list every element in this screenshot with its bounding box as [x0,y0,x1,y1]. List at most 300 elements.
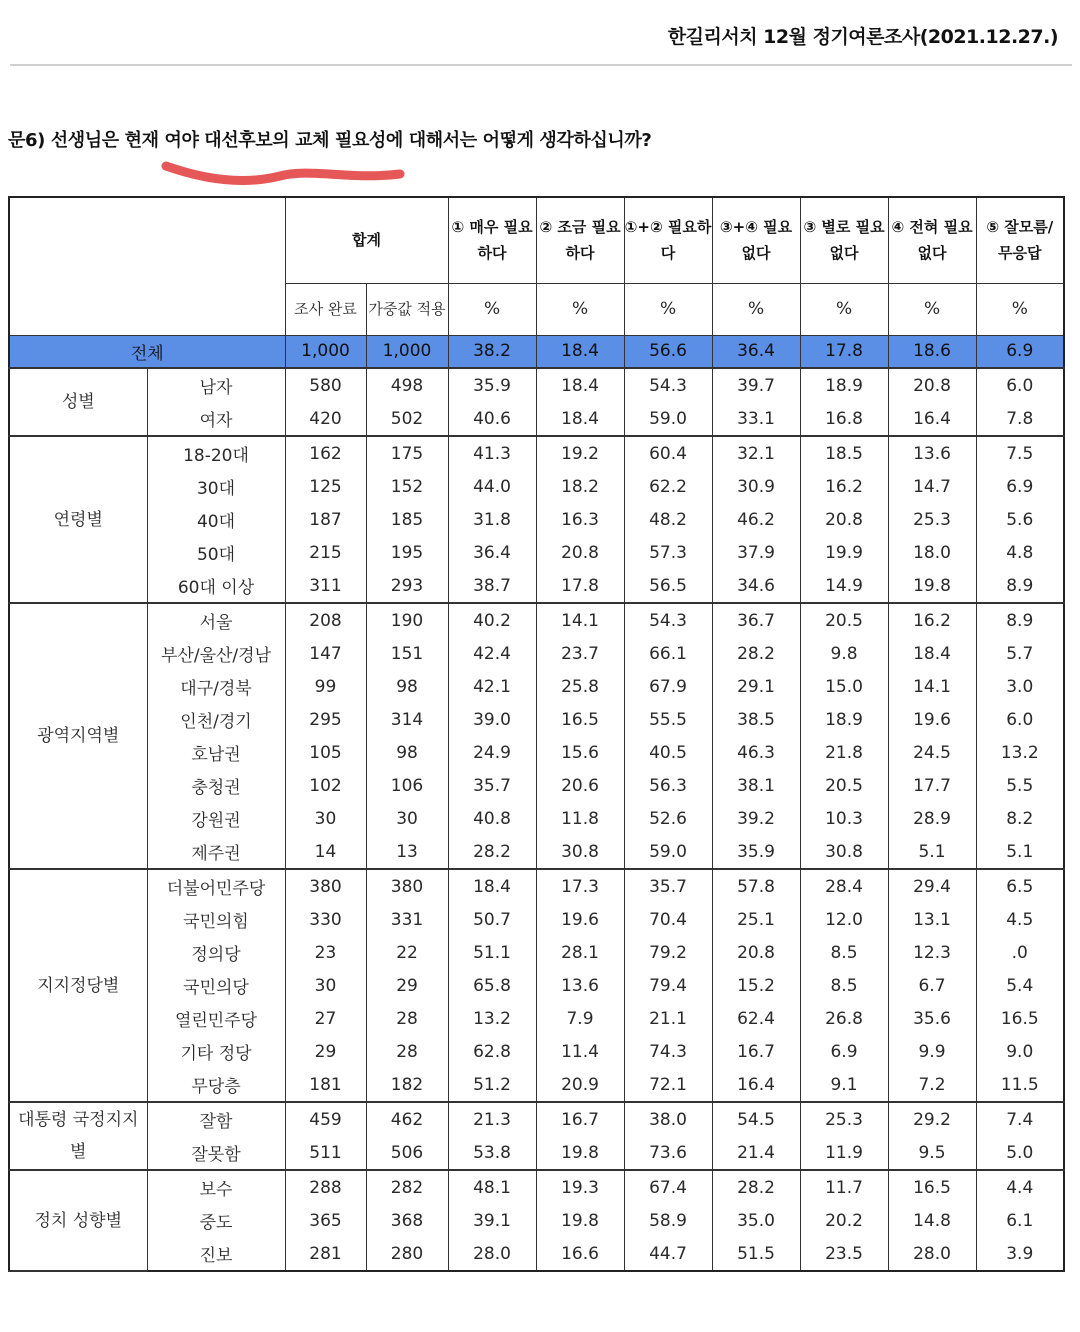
column-header: ①+② 필요하다 [624,197,712,283]
cell-value: 29 [366,969,448,1002]
cell-value: 293 [366,569,448,603]
unit-cell: % [536,283,624,335]
cell-value: 18.0 [888,536,976,569]
cell-value: 36.7 [712,603,800,637]
cell-value: 13.6 [536,969,624,1002]
cell-value: 5.4 [976,969,1064,1002]
cell-value: 35.0 [712,1204,800,1237]
cell-value: 54.3 [624,603,712,637]
cell-value: 38.1 [712,769,800,802]
cell-value: 18.4 [536,368,624,402]
cell-value: 20.5 [800,603,888,637]
cell-value: 54.3 [624,368,712,402]
cell-value: 16.2 [888,603,976,637]
cell-value: 20.5 [800,769,888,802]
cell-value: 52.6 [624,802,712,835]
cell-value: 106 [366,769,448,802]
cell-value: 5.6 [976,503,1064,536]
table-row [9,1035,1064,1068]
column-header: ② 조금 필요하다 [536,197,624,283]
total-value: 17.8 [800,335,888,368]
cell-value: 30.9 [712,470,800,503]
sum-subheader: 조사 완료 [285,283,366,335]
cell-value: 44.0 [448,470,536,503]
cell-value: 40.2 [448,603,536,637]
cell-value: 3.9 [976,1237,1064,1271]
cell-value: 38.7 [448,569,536,603]
cell-value: 28.0 [448,1237,536,1271]
cell-value: 19.8 [536,1136,624,1170]
cell-value: 65.8 [448,969,536,1002]
cell-value: 79.4 [624,969,712,1002]
unit-cell: % [888,283,976,335]
cell-value: 6.9 [800,1035,888,1068]
cell-value: 28.2 [712,637,800,670]
cell-value: 28 [366,1035,448,1068]
row-label: 국민의힘 [147,903,285,936]
corner-cell [9,197,285,335]
cell-value: 9.5 [888,1136,976,1170]
cell-value: 36.4 [448,536,536,569]
table-row [9,470,1064,503]
cell-value: 72.1 [624,1068,712,1102]
cell-value: 25.3 [800,1102,888,1136]
group-label: 성별 [9,368,147,436]
cell-value: 38.5 [712,703,800,736]
row-label: 잘함 [147,1102,285,1136]
total-value: 1,000 [285,335,366,368]
cell-value: 22 [366,936,448,969]
unit-cell: % [712,283,800,335]
cell-value: 28.2 [712,1170,800,1204]
cell-value: 18.4 [536,402,624,436]
cell-value: 181 [285,1068,366,1102]
cell-value: 55.5 [624,703,712,736]
cell-value: 6.7 [888,969,976,1002]
cell-value: 48.1 [448,1170,536,1204]
cell-value: 19.8 [536,1204,624,1237]
cell-value: 42.4 [448,637,536,670]
cell-value: 20.8 [800,503,888,536]
cell-value: 39.1 [448,1204,536,1237]
cell-value: 48.2 [624,503,712,536]
row-label: 열린민주당 [147,1002,285,1035]
cell-value: 311 [285,569,366,603]
cell-value: 70.4 [624,903,712,936]
cell-value: 5.5 [976,769,1064,802]
row-label: 대구/경북 [147,670,285,703]
cell-value: 281 [285,1237,366,1271]
table-row [9,536,1064,569]
table-row [9,769,1064,802]
cell-value: 13.1 [888,903,976,936]
cell-value: 44.7 [624,1237,712,1271]
cell-value: 502 [366,402,448,436]
cell-value: 40.6 [448,402,536,436]
unit-cell: % [976,283,1064,335]
table-row [9,1102,1064,1136]
cell-value: 28 [366,1002,448,1035]
table-row [9,368,1064,402]
table-row [9,402,1064,436]
cell-value: 29.2 [888,1102,976,1136]
table-row [9,569,1064,603]
cell-value: 182 [366,1068,448,1102]
cell-value: 35.7 [624,869,712,903]
cell-value: 175 [366,436,448,470]
row-label: 18-20대 [147,436,285,470]
cell-value: 53.8 [448,1136,536,1170]
cell-value: 56.3 [624,769,712,802]
cell-value: 5.1 [976,835,1064,869]
cell-value: 20.9 [536,1068,624,1102]
total-value: 6.9 [976,335,1064,368]
cell-value: 9.1 [800,1068,888,1102]
cell-value: 20.6 [536,769,624,802]
cell-value: 59.0 [624,835,712,869]
table-row [9,637,1064,670]
cell-value: 25.1 [712,903,800,936]
cell-value: 67.4 [624,1170,712,1204]
cell-value: 152 [366,470,448,503]
cell-value: 5.0 [976,1136,1064,1170]
cell-value: 8.9 [976,603,1064,637]
cell-value: 17.3 [536,869,624,903]
cell-value: 62.8 [448,1035,536,1068]
cell-value: 46.3 [712,736,800,769]
row-label: 50대 [147,536,285,569]
cell-value: 6.9 [976,470,1064,503]
row-label: 40대 [147,503,285,536]
row-label: 더불어민주당 [147,869,285,903]
column-header: ③ 별로 필요 없다 [800,197,888,283]
cell-value: 20.8 [888,368,976,402]
cell-value: 5.7 [976,637,1064,670]
cell-value: 18.9 [800,368,888,402]
cell-value: 282 [366,1170,448,1204]
cell-value: 28.1 [536,936,624,969]
row-label: 강원권 [147,802,285,835]
row-label: 제주권 [147,835,285,869]
cell-value: 8.9 [976,569,1064,603]
cell-value: 59.0 [624,402,712,436]
cell-value: 4.8 [976,536,1064,569]
cell-value: 16.5 [976,1002,1064,1035]
cell-value: 105 [285,736,366,769]
total-row [9,335,1064,368]
cell-value: 24.9 [448,736,536,769]
cell-value: 14.1 [888,670,976,703]
total-value: 18.6 [888,335,976,368]
table-row [9,436,1064,470]
cell-value: 32.1 [712,436,800,470]
cell-value: 41.3 [448,436,536,470]
group-label: 대통령 국정지지별 [9,1102,147,1170]
cell-value: 60.4 [624,436,712,470]
cell-value: 20.2 [800,1204,888,1237]
cell-value: 498 [366,368,448,402]
cell-value: 11.5 [976,1068,1064,1102]
cell-value: 295 [285,703,366,736]
cell-value: 13 [366,835,448,869]
cell-value: 7.9 [536,1002,624,1035]
unit-cell: % [448,283,536,335]
table-row [9,1237,1064,1271]
cell-value: 67.9 [624,670,712,703]
column-header: ③+④ 필요 없다 [712,197,800,283]
report-header: 한길리서치 12월 정기여론조사(2021.12.27.) [667,26,1058,48]
cell-value: 16.7 [712,1035,800,1068]
cell-value: 14.7 [888,470,976,503]
cell-value: 57.3 [624,536,712,569]
cell-value: 35.7 [448,769,536,802]
cell-value: 17.7 [888,769,976,802]
cell-value: 187 [285,503,366,536]
cell-value: 330 [285,903,366,936]
cell-value: 314 [366,703,448,736]
table-row [9,736,1064,769]
cell-value: 98 [366,736,448,769]
cell-value: 23.7 [536,637,624,670]
row-label: 호남권 [147,736,285,769]
total-value: 36.4 [712,335,800,368]
cell-value: 16.5 [888,1170,976,1204]
cell-value: 125 [285,470,366,503]
table-row [9,1068,1064,1102]
cell-value: 28.4 [800,869,888,903]
unit-cell: % [624,283,712,335]
cell-value: 4.5 [976,903,1064,936]
cell-value: 420 [285,402,366,436]
cell-value: 11.9 [800,1136,888,1170]
cell-value: 20.8 [712,936,800,969]
cell-value: 29.4 [888,869,976,903]
total-label: 전체 [9,335,285,368]
row-label: 중도 [147,1204,285,1237]
table-row [9,969,1064,1002]
row-label: 정의당 [147,936,285,969]
cell-value: 18.9 [800,703,888,736]
total-value: 56.6 [624,335,712,368]
cell-value: 14 [285,835,366,869]
cell-value: 73.6 [624,1136,712,1170]
cell-value: 19.6 [888,703,976,736]
cell-value: .0 [976,936,1064,969]
cell-value: 18.4 [448,869,536,903]
cell-value: 7.8 [976,402,1064,436]
cell-value: 10.3 [800,802,888,835]
cell-value: 462 [366,1102,448,1136]
cell-value: 16.6 [536,1237,624,1271]
cell-value: 30 [285,969,366,1002]
cell-value: 79.2 [624,936,712,969]
cell-value: 368 [366,1204,448,1237]
cell-value: 288 [285,1170,366,1204]
cell-value: 62.4 [712,1002,800,1035]
cell-value: 185 [366,503,448,536]
cell-value: 74.3 [624,1035,712,1068]
cell-value: 39.2 [712,802,800,835]
cell-value: 365 [285,1204,366,1237]
question-text: 문6) 선생님은 현재 여야 대선후보의 교체 필요성에 대해서는 어떻게 생각하십니까? [8,130,652,151]
cell-value: 331 [366,903,448,936]
cell-value: 195 [366,536,448,569]
cell-value: 102 [285,769,366,802]
cell-value: 4.4 [976,1170,1064,1204]
sum-subheader: 가중값 적용 [366,283,448,335]
cell-value: 14.8 [888,1204,976,1237]
group-label: 연령별 [9,436,147,603]
cell-value: 39.7 [712,368,800,402]
row-label: 기타 정당 [147,1035,285,1068]
cell-value: 33.1 [712,402,800,436]
column-header: ⑤ 잘모름/ 무응답 [976,197,1064,283]
cell-value: 19.8 [888,569,976,603]
cell-value: 215 [285,536,366,569]
cell-value: 25.8 [536,670,624,703]
cell-value: 56.5 [624,569,712,603]
row-label: 인천/경기 [147,703,285,736]
cell-value: 15.2 [712,969,800,1002]
cell-value: 14.1 [536,603,624,637]
cell-value: 21.8 [800,736,888,769]
cell-value: 6.1 [976,1204,1064,1237]
cell-value: 17.8 [536,569,624,603]
row-label: 보수 [147,1170,285,1204]
cell-value: 3.0 [976,670,1064,703]
cell-value: 580 [285,368,366,402]
cell-value: 24.5 [888,736,976,769]
table-row [9,1002,1064,1035]
row-label: 부산/울산/경남 [147,637,285,670]
cell-value: 18.2 [536,470,624,503]
total-value: 18.4 [536,335,624,368]
cell-value: 6.0 [976,368,1064,402]
cell-value: 12.3 [888,936,976,969]
column-header: ④ 전혀 필요 없다 [888,197,976,283]
group-label: 정치 성향별 [9,1170,147,1271]
cell-value: 19.2 [536,436,624,470]
cell-value: 20.8 [536,536,624,569]
cell-value: 35.9 [712,835,800,869]
cell-value: 18.5 [800,436,888,470]
cell-value: 39.0 [448,703,536,736]
cell-value: 9.0 [976,1035,1064,1068]
row-label: 30대 [147,470,285,503]
cell-value: 38.0 [624,1102,712,1136]
cell-value: 19.6 [536,903,624,936]
cell-value: 7.5 [976,436,1064,470]
table-row [9,869,1064,903]
cell-value: 62.2 [624,470,712,503]
cell-value: 30.8 [536,835,624,869]
survey-results-table [8,196,1065,1272]
cell-value: 28.2 [448,835,536,869]
cell-value: 35.6 [888,1002,976,1035]
cell-value: 50.7 [448,903,536,936]
cell-value: 380 [285,869,366,903]
cell-value: 42.1 [448,670,536,703]
cell-value: 30.8 [800,835,888,869]
cell-value: 31.8 [448,503,536,536]
cell-value: 37.9 [712,536,800,569]
cell-value: 51.2 [448,1068,536,1102]
table-row [9,835,1064,869]
cell-value: 7.2 [888,1068,976,1102]
cell-value: 40.5 [624,736,712,769]
cell-value: 23.5 [800,1237,888,1271]
group-label: 지지정당별 [9,869,147,1102]
cell-value: 7.4 [976,1102,1064,1136]
cell-value: 15.6 [536,736,624,769]
row-label: 60대 이상 [147,569,285,603]
cell-value: 190 [366,603,448,637]
cell-value: 16.4 [712,1068,800,1102]
cell-value: 8.5 [800,969,888,1002]
cell-value: 16.4 [888,402,976,436]
cell-value: 18.4 [888,637,976,670]
red-highlight-mark [160,152,420,192]
cell-value: 98 [366,670,448,703]
cell-value: 19.3 [536,1170,624,1204]
sum-header: 합계 [285,197,448,283]
table-row [9,603,1064,637]
cell-value: 280 [366,1237,448,1271]
cell-value: 23 [285,936,366,969]
total-value: 38.2 [448,335,536,368]
cell-value: 16.7 [536,1102,624,1136]
column-header: ① 매우 필요하다 [448,197,536,283]
cell-value: 11.4 [536,1035,624,1068]
cell-value: 29 [285,1035,366,1068]
cell-value: 11.7 [800,1170,888,1204]
cell-value: 54.5 [712,1102,800,1136]
cell-value: 28.0 [888,1237,976,1271]
cell-value: 34.6 [712,569,800,603]
cell-value: 8.2 [976,802,1064,835]
table-row [9,802,1064,835]
cell-value: 40.8 [448,802,536,835]
cell-value: 35.9 [448,368,536,402]
cell-value: 459 [285,1102,366,1136]
unit-cell: % [800,283,888,335]
cell-value: 8.5 [800,936,888,969]
cell-value: 15.0 [800,670,888,703]
cell-value: 13.2 [448,1002,536,1035]
table-row [9,703,1064,736]
cell-value: 9.8 [800,637,888,670]
row-label: 여자 [147,402,285,436]
row-label: 잘못함 [147,1136,285,1170]
cell-value: 16.2 [800,470,888,503]
table-row [9,936,1064,969]
cell-value: 12.0 [800,903,888,936]
cell-value: 66.1 [624,637,712,670]
row-label: 남자 [147,368,285,402]
cell-value: 16.3 [536,503,624,536]
cell-value: 5.1 [888,835,976,869]
cell-value: 13.2 [976,736,1064,769]
cell-value: 21.3 [448,1102,536,1136]
cell-value: 11.8 [536,802,624,835]
cell-value: 147 [285,637,366,670]
cell-value: 29.1 [712,670,800,703]
cell-value: 30 [366,802,448,835]
row-label: 국민의당 [147,969,285,1002]
cell-value: 51.5 [712,1237,800,1271]
cell-value: 6.0 [976,703,1064,736]
header-row-1 [9,197,1064,283]
